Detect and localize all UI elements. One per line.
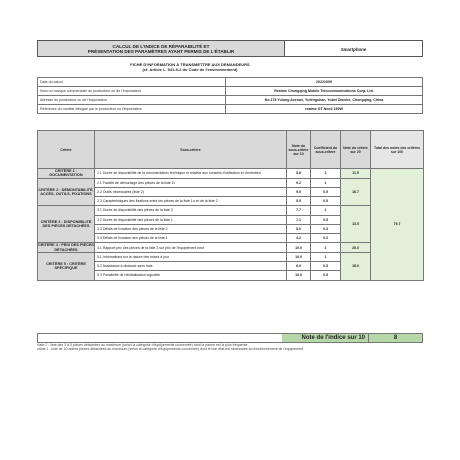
- address-label: Adresse du producteur ou de l'importateur: [38, 96, 226, 105]
- criterion-2-label: CRITÈRE 2 : DÉMONTABILITÉ, ACCÈS, OUTILS, FIXATIONS: [38, 178, 95, 206]
- brand-value: Realme Chongqing Mobile Telecommunications Corp. Ltd.: [226, 87, 423, 96]
- sub-criterion-coef: 0.5: [311, 215, 341, 224]
- sub-criterion-note: 10.0: [287, 271, 311, 280]
- sub-criterion-note: 7.7: [287, 206, 311, 215]
- info-table: [37, 77, 423, 114]
- ref-value: realme GT Neo3 150W: [226, 105, 423, 114]
- header-total: Total des notes des critères sur 100: [371, 131, 424, 169]
- sub-criterion-note: 5.0: [287, 197, 311, 206]
- header-sous-critere: Sous-critère: [95, 131, 287, 169]
- header-critere: Critère: [38, 131, 95, 169]
- criterion-3-score: 13.5: [341, 206, 371, 243]
- criterion-3-label: CRITÈRE 3 : DISPONIBILITÉ DES PIÈCES DÉTACHÉES: [38, 206, 95, 243]
- criterion-1-label: CRITÈRE 1 : DOCUMENTATION: [38, 169, 95, 179]
- subtitle-line2: (cf. Article L. 541-9-2 du Code de l'environnement): [142, 67, 238, 72]
- sub-criterion-note: 10.0: [287, 252, 311, 261]
- info-row-address: [38, 96, 423, 105]
- header-title-line1: CALCUL DE L'INDICE DE RÉPARABILITÉ ET: [112, 43, 210, 49]
- sub-criterion-coef: 0.5: [311, 188, 341, 197]
- sub-criterion-coef: 0.3: [311, 224, 341, 233]
- info-row-ref: [38, 105, 423, 114]
- repairability-sheet: [37, 40, 423, 352]
- sub-criterion-coef: 1: [311, 178, 341, 187]
- criterion-2-score: 16.7: [341, 178, 371, 206]
- sub-criterion-label: 3.3 Délais de livraison des pièces de la liste 2: [95, 224, 287, 233]
- sub-criterion-label: 3.1 Durée de disponibilité des pièces de la liste 2: [95, 206, 287, 215]
- sub-criterion-note: 5.0: [287, 224, 311, 233]
- sub-criterion-note: 7.1: [287, 215, 311, 224]
- sub-criterion-label: 2.1 Facilité de démontage des pièces de la liste 2•: [95, 178, 287, 187]
- final-score-value: 8: [368, 334, 422, 342]
- sub-criterion-label: 5.2 Assistance à distance sans frais: [95, 262, 287, 271]
- sub-criterion-label: 2.2 Outils nécessaires (liste 2): [95, 188, 287, 197]
- table-row: [38, 178, 424, 187]
- header-note-crit: Note du critère sur 20: [341, 131, 371, 169]
- sub-criterion-label: 5.1 Informations sur la nature des mises à jour: [95, 252, 287, 261]
- criterion-4-score: 20.0: [341, 243, 371, 253]
- footnote-list-1: ••liste 1 : liste de 10 autres pièces détachées au maximum (selon la catégorie d'équipements concernée) dont le bon état est nécessaire au fonctionnement de l'équipement.: [37, 347, 305, 352]
- sub-criterion-note: 10.0: [287, 243, 311, 253]
- header-coef: Coefficient du sous-critère: [311, 131, 341, 169]
- final-score-label: Note de l'indice sur 10: [282, 334, 368, 342]
- sub-criterion-note: 5.8: [287, 169, 311, 179]
- info-row-date: [38, 78, 423, 87]
- criterion-1-score: 11.5: [341, 169, 371, 179]
- sub-criterion-coef: 2: [311, 243, 341, 253]
- header-title-line2: PRÉSENTATION DES PARAMÈTRES AYANT PERMIS DE L'ÉTABLIR: [87, 48, 235, 54]
- sub-criterion-note: 6.0: [287, 262, 311, 271]
- sub-criterion-coef: 0.5: [311, 197, 341, 206]
- sub-criterion-label: 3.2 Durée de disponibilité des pièces de la liste 1: [95, 215, 287, 224]
- address-value: No.178 Yulong Avenue, Yufengshan, Yubei District, Chongqing, China: [226, 96, 423, 105]
- final-score-row: [37, 333, 423, 343]
- criterion-4-label: CRITÈRE 4 : PRIX DES PIÈCES DÉTACHÉES: [38, 243, 94, 252]
- sub-criterion-label: 1.1 Durée de disponibilité de la documentation technique et relative aux conseils d'utilisation et d'entretien: [95, 169, 287, 179]
- sub-criterion-note: 4.2: [287, 233, 311, 242]
- sub-criterion-label: 4.1 Rapport prix des pièces de la liste 2 sur prix de l'équipement neuf: [95, 243, 287, 253]
- sub-criterion-coef: 0.2: [311, 233, 341, 242]
- header-title: [38, 41, 285, 56]
- date-value: 2022/4/09: [226, 78, 423, 87]
- criterion-5-label: CRITÈRE 5 : CRITÈRE SPÉCIFIQUE: [38, 252, 95, 280]
- sub-criterion-coef: 0.5: [311, 271, 341, 280]
- sub-criterion-coef: 0.5: [311, 262, 341, 271]
- sub-criterion-coef: 2: [311, 169, 341, 179]
- table-row: [38, 243, 424, 253]
- table-row: [38, 206, 424, 215]
- info-row-brand: [38, 87, 423, 96]
- sub-criterion-coef: 1: [311, 252, 341, 261]
- footnote-list-2: •liste 2 : liste des 3 à 5 pièces détachées au maximum (selon la catégorie d'équipements concernée) dont la panne est la plus fréquente.: [37, 343, 249, 347]
- total-score: 79.7: [371, 169, 424, 281]
- sub-criterion-label: 5.3 Possibilité de réinitialisation logicielle: [95, 271, 287, 280]
- table-row: [38, 252, 424, 261]
- brand-label: Nom ou marque commerciale du producteur ou de l'importateur: [38, 87, 226, 96]
- subtitle-line1: FICHE D'INFORMATION À TRANSMETTRE AUX DEMANDEURS: [130, 62, 250, 67]
- final-spacer: [38, 334, 282, 342]
- sub-criterion-note: 9.0: [287, 188, 311, 197]
- criterion-5-score: 18.0: [341, 252, 371, 280]
- sub-criterion-coef: 1: [311, 206, 341, 215]
- footnotes: [37, 343, 437, 351]
- header: [37, 40, 423, 57]
- sub-criterion-label: 2.3 Caractéristiques des fixations entre les pièces de la liste 1•• et de la liste 2: [95, 197, 287, 206]
- sub-criterion-label: 3.4 Délais de livraison des pièces de la liste 1: [95, 233, 287, 242]
- sub-criterion-note: 9.2: [287, 178, 311, 187]
- header-note-sous: Note du sous-critère sur 10: [287, 131, 311, 169]
- table-row: [38, 169, 424, 179]
- product-category: Smartphone: [340, 47, 367, 52]
- score-table: [37, 130, 424, 281]
- table-header-row: [38, 131, 424, 169]
- subtitle: [0, 62, 423, 72]
- date-label: Date du calcul: [38, 78, 226, 87]
- ref-label: Référence du modèle désigné par le producteur ou l'importateur: [38, 105, 226, 114]
